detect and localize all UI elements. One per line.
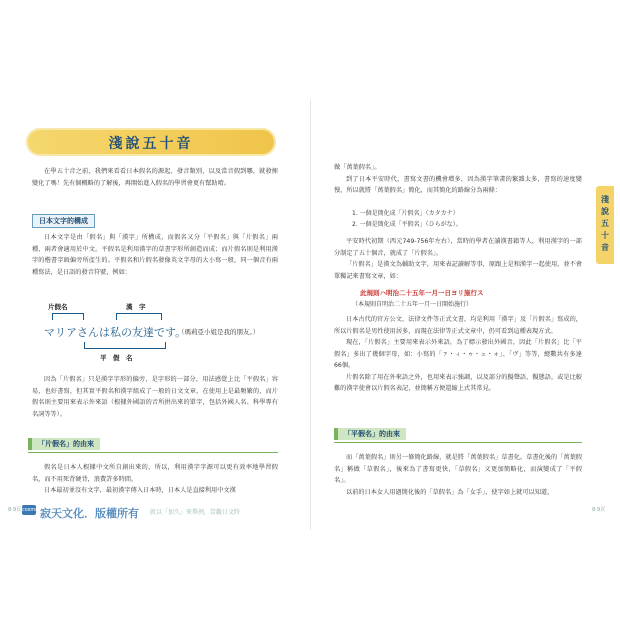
right-paragraph-3: 日本古代的官方公文、法律文件等正式文書，均是利用「漢字」及「片假名」寫成的，所以片假名是男性使用居多，而現在法律等正式文章中，仍可看到這種表現方式。 現在，「片假名」主要用來表示外來語，為了標示發出外國音，因此「片假名」比「平假名」多出了幾個字母，如：小寫的「ァ・ィ・ゥ・ェ・ォ」、「ヴ」等等，總數共有多達66個。 片假名除了用在外來語之外，也用來表示強調，以及部分的擬聲語、擬態語，或是比較難的漢字使會以片假名表記，並簡稱方便還縮上式其常見。 [334,316,582,392]
section-underline [334,442,582,443]
page-gutter [310,100,311,530]
hiragana-bracket [84,342,166,349]
side-tab-label: 淺說五十音 [601,195,609,252]
list-item: 2. 一個是簡化成「平假名」（ひらがな）。 [352,221,462,228]
kanji-bracket [116,313,162,320]
label-kanji: 漢 字 [126,303,146,311]
kana-example-diagram [38,302,278,372]
right-paragraph-2: 平安時代初期（西元749-756年左右），當時的學者在讀漢書籍等人，利用漢字的一部分制定了五十個音，就成了「片假名」。 「片假名」是漢文為輔助文字，用來表記讀解等事，原跟上是和漢字一起使用，並不會單獨記來書寫文章，如： [334,238,582,280]
simplification-list [352,208,572,230]
section-heading-katakana-origin: 「片假名」的由來 [28,438,100,450]
chapter-side-tab [596,186,614,264]
section-underline [28,452,278,453]
composition-paragraph: 日本文字是由「假名」與「漢字」所構成，而假名又分「平假名」與「片假名」兩種，兩者會適用於中文。平假名是利用漢字的草書字形所創造而成；而片假名則是利用漢字的楷書字頭偏旁所產生的。平假名和片假名發像英文字母的大小寫一般，同一個音有兩種寫法，是日語的發音符號，例如： [32,234,278,276]
example-sentence: マリアさんは私の友達です。 [44,326,187,339]
chapter-title: 淺說五十音 [108,136,194,152]
section-heading-hiragana-origin: 「平假名」的由來 [334,428,406,440]
example-translation: （瑪莉亞小姐是我的朋友。） [178,328,260,336]
right-paragraph-1: 做「萬葉假名」。 到了日本平安時代，書寫文書的機會增多，因為漢字筆畫的繁雜太多，書寫的速度變慢，所以就將「萬葉假名」簡化，而其簡化的路線分為兩條： [334,164,582,194]
folio-left: 8-9頁 [8,507,22,513]
label-hiragana: 平 假 名 [100,354,133,362]
katakana-usage-paragraph: 因為「片假名」只是漢字字形的偏旁，是字形的一部分，用法感覺上比「平假名」容易，也好書寫，但其實平假名和漢字組成了一般的日文文章，在使用上是最頻繁的，而片假名則主要用來表示外來語（根據外國語的音所拼出來的單字，包括外國人名、科學專有名詞等等）。 [32,376,278,418]
katakana-example-translation: （本規則自明治二十五年一月一日開始施行） [352,301,473,308]
folio-right: 8-9頁 [592,507,606,513]
right-paragraph-4: 而「萬葉假名」則另一條簡化路線，就是將「萬葉假名」草書化。草書化後的「萬葉假名」稱做「草假名」，後來為了書寫更快，「草假名」又更加簡略化，而演變成了「平假名」。 以前的日本女人用過簡化後的「草假名」為「女手」，使字如上就可以知道， [334,454,582,496]
katakana-origin-paragraph: 假名是日本人根據中文所自創出來的，所以，利用漢字字源可以更有效率地學習假名，而不用死背硬背，浪費許多時間。 日本最初並沒有文字，最初漢字傳入日本時，日本人是直接利用中文漢 [32,464,278,494]
intro-paragraph: 在學五十音之前，我們來看看日本假名的源起、發音類別，以及當音假到哪，就發揮變化了嗎！先有個概略的了解後，再開始進入假名的學習會更有幫助唷。 [32,168,278,187]
faded-footer-text: 就以「加久」來舉例，當觀日文時 [150,509,241,516]
chapter-title-banner [26,128,276,156]
katakana-bracket [52,313,84,320]
katakana-example-line: 此規則ハ明治二十五年一月一日ヨリ施行ス [360,289,484,297]
label-katakana: 片假名 [48,303,68,311]
section-heading-composition: 日本文字的構成 [32,214,95,228]
publisher-watermark: 寂天文化．版權所有 [40,507,139,520]
publisher-badge: cosmos [22,507,41,513]
list-item: 1. 一個是簡化成「片假名」（カタカナ） [352,210,459,217]
